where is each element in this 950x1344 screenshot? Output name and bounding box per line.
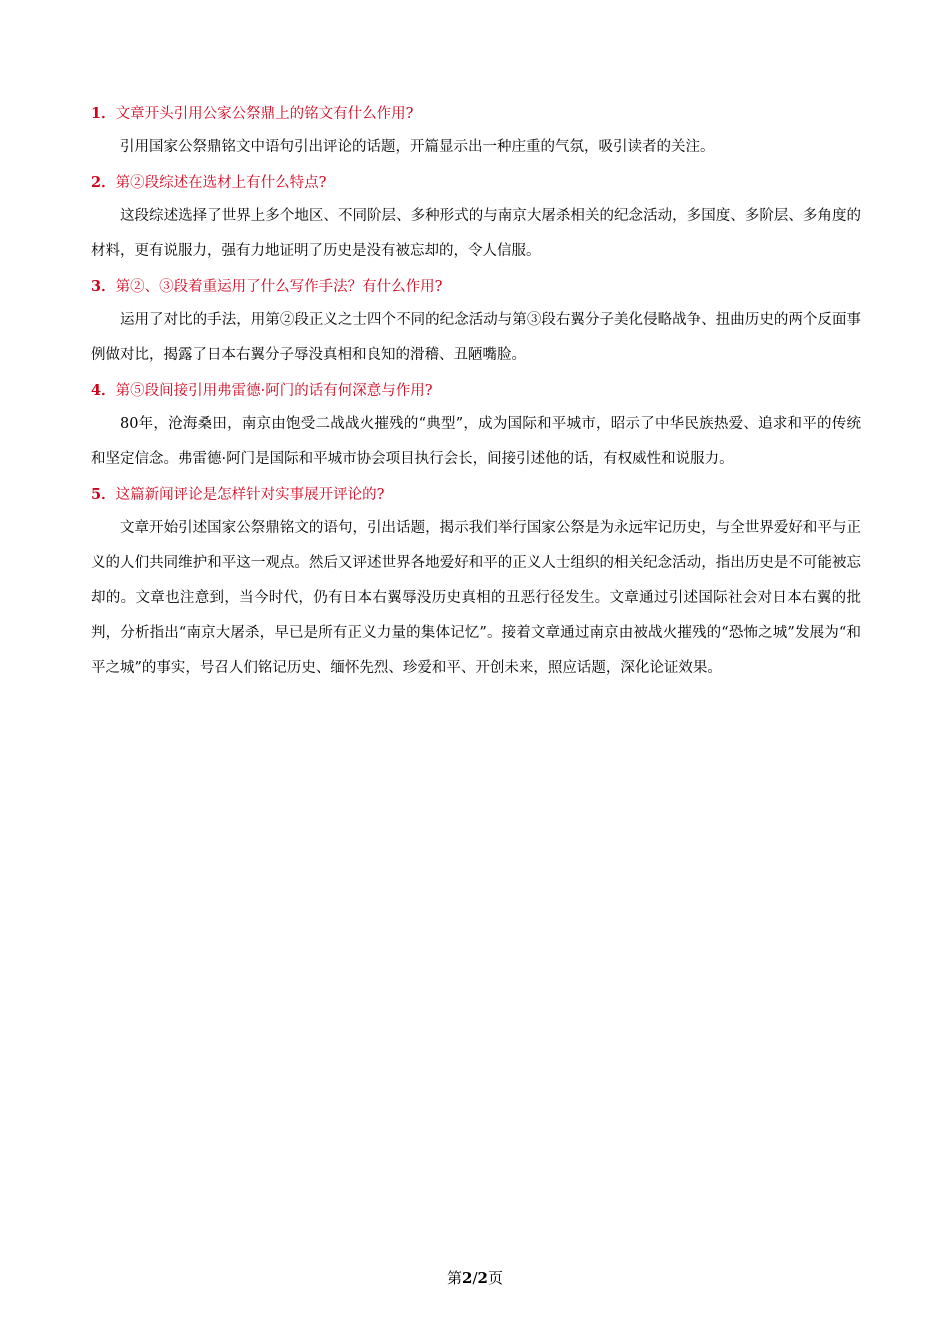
page-prefix: 第 — [447, 1269, 463, 1287]
qa-item-2 — [91, 167, 861, 269]
question-number: 2 — [91, 174, 102, 191]
page-suffix: 页 — [487, 1269, 503, 1287]
question-number: 5 — [91, 486, 102, 503]
qa-item-1 — [91, 98, 861, 165]
question-1 — [91, 98, 861, 130]
question-number: 3 — [91, 278, 102, 295]
qa-item-3 — [91, 271, 861, 373]
question-number: 4 — [91, 382, 102, 399]
question-number-dot: ． — [101, 278, 116, 295]
question-5 — [91, 479, 861, 511]
question-4 — [91, 375, 861, 407]
question-text: 文章开头引用公家公祭鼎上的铭文有什么作用? — [115, 106, 414, 122]
answer-4: 80年，沧海桑田，南京由饱受二战战火摧残的“典型”，成为国际和平城市，昭示了中华民族热爱、追求和平的传统和坚定信念。弗雷德·阿门是国际和平城市协会项目执行会长，间接引述他的话，有权威性和说服力。 — [91, 416, 861, 467]
question-text: 第②段综述在选材上有什么特点? — [115, 175, 327, 191]
page-separator: / — [472, 1269, 478, 1287]
question-number-dot: ． — [101, 174, 116, 191]
question-number: 1 — [91, 105, 102, 122]
qa-item-5 — [91, 479, 861, 686]
question-3 — [91, 271, 861, 303]
document-body — [91, 98, 861, 688]
answer-3: 运用了对比的手法，用第②段正义之士四个不同的纪念活动与第③段右翼分子美化侵略战争、扭曲历史的两个反面事例做对比，揭露了日本右翼分子辱没真相和良知的滑稽、丑陋嘴脸。 — [91, 312, 861, 363]
page-footer — [0, 1268, 950, 1288]
question-number-dot: ． — [101, 382, 116, 399]
question-text: 这篇新闻评论是怎样针对实事展开评论的? — [115, 487, 385, 503]
question-2 — [91, 167, 861, 199]
answer-2: 这段综述选择了世界上多个地区、不同阶层、多种形式的与南京大屠杀相关的纪念活动，多国度、多阶层、多角度的材料，更有说服力，强有力地证明了历史是没有被忘却的，令人信服。 — [91, 208, 861, 259]
qa-item-4 — [91, 375, 861, 477]
page-total: 2 — [477, 1269, 488, 1287]
question-number-dot: ． — [101, 105, 116, 122]
answer-5: 文章开始引述国家公祭鼎铭文的语句，引出话题，揭示我们举行国家公祭是为永远牢记历史，与全世界爱好和平与正义的人们共同维护和平这一观点。然后又评述世界各地爱好和平的正义人士组织的相关纪念活动，指出历史是不可能被忘却的。文章也注意到，当今时代，仍有日本右翼辱没历史真相的丑恶行径发生。文章通过引述国际社会对日本右翼的批判，分析指出“南京大屠杀，早已是所有正义力量的集体记忆”。接着文章通过南京由被战火摧残的“恐怖之城”发展为“和平之城”的事实，号召人们铭记历史、缅怀先烈、珍爱和平、开创未来，照应话题，深化论证效果。 — [91, 520, 861, 676]
question-text: 第⑤段间接引用弗雷德·阿门的话有何深意与作用? — [115, 383, 433, 399]
question-number-dot: ． — [101, 486, 116, 503]
question-text: 第②、③段着重运用了什么写作手法？有什么作用? — [115, 279, 443, 295]
answer-1: 引用国家公祭鼎铭文中语句引出评论的话题，开篇显示出一种庄重的气氛，吸引读者的关注。 — [120, 139, 715, 155]
page-current: 2 — [462, 1269, 473, 1287]
